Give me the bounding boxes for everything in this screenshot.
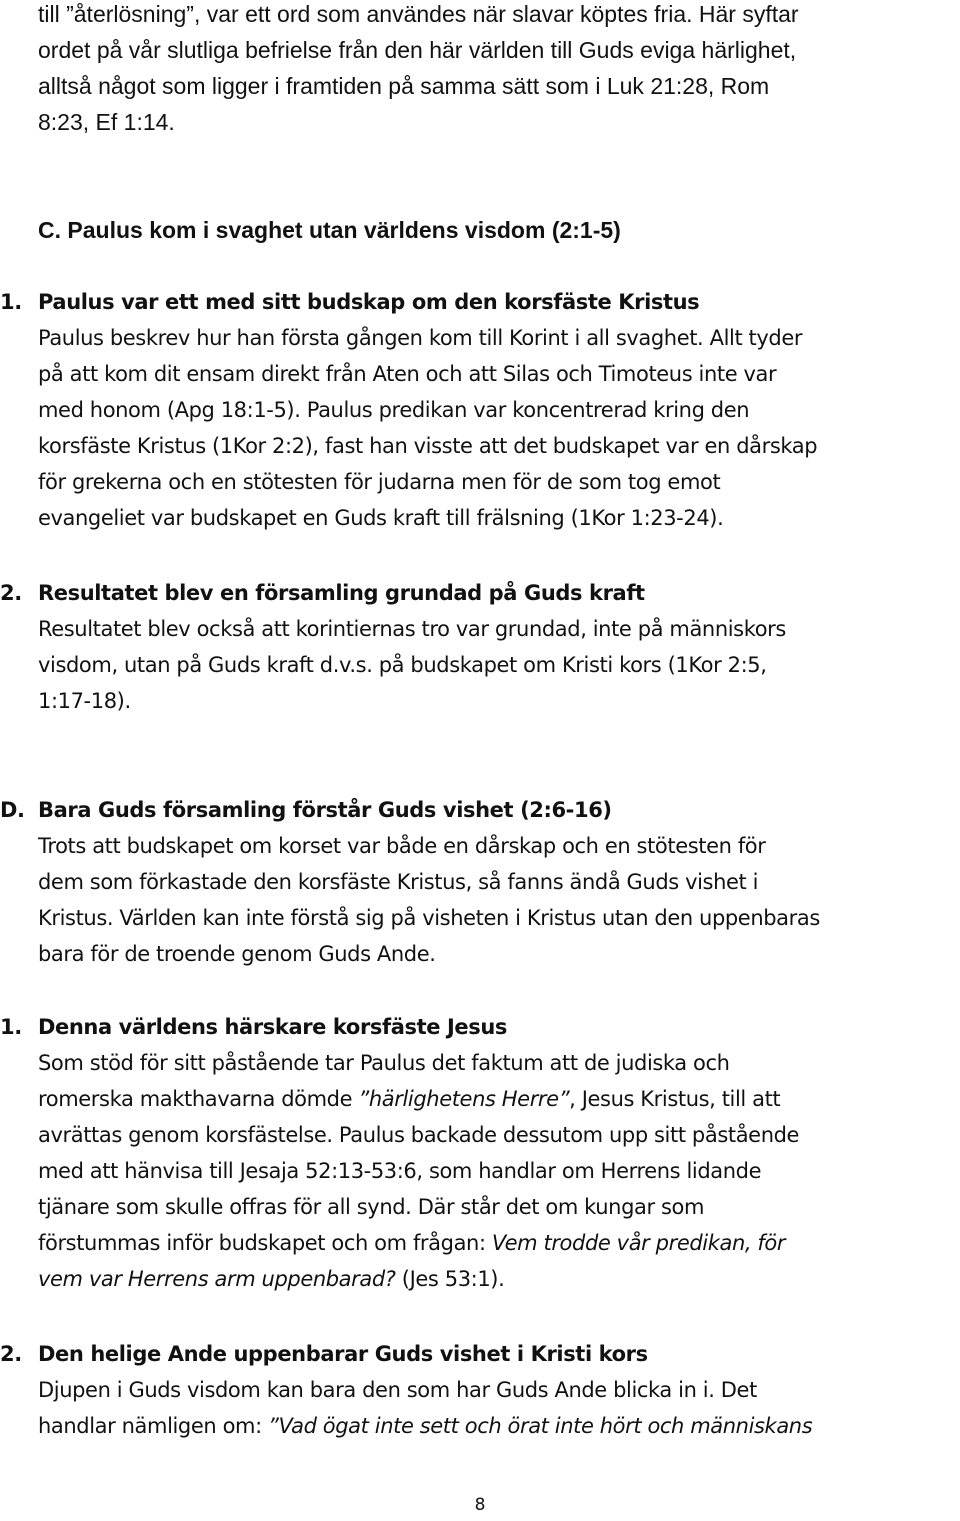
paragraph-line: Kristus. Världen kan inte förstå sig på visheten i Kristus utan den uppenbaras [38, 906, 820, 930]
point-title-text: Paulus var ett med sitt budskap om den korsfäste Kristus [38, 290, 700, 314]
italic-quote: vem var Herrens arm uppenbarad? [38, 1267, 396, 1291]
paragraph-line: på att kom dit ensam direkt från Aten och att Silas och Timoteus inte var [38, 362, 777, 386]
section-c-heading [38, 212, 958, 248]
point-title: 1. Denna världens härskare korsfäste Jesus [0, 1015, 508, 1039]
paragraph-line: med honom (Apg 18:1-5). Paulus predikan var koncentrerad kring den [38, 398, 750, 422]
paragraph-line: visdom, utan på Guds kraft d.v.s. på budskapet om Kristi kors (1Kor 2:5, [38, 653, 767, 677]
paragraph-line: korsfäste Kristus (1Kor 2:2), fast han visste att det budskapet var en dårskap [38, 434, 818, 458]
paragraph-line: avrättas genom korsfästelse. Paulus backade dessutom upp sitt påstående [38, 1123, 800, 1147]
text-run: , Jesus Kristus, till att [569, 1087, 781, 1111]
paragraph-line [38, 1261, 958, 1297]
point-title-text: Resultatet blev en församling grundad på Guds kraft [38, 581, 645, 605]
section-heading-text: Bara Guds församling förstår Guds vishet (2:6-16) [38, 798, 612, 822]
paragraph-line: evangeliet var budskapet en Guds kraft till frälsning (1Kor 1:23-24). [38, 506, 724, 530]
section-heading-text: C. Paulus kom i svaghet utan världens visdom (2:1-5) [38, 217, 621, 243]
text-run: romerska makthavarna dömde [38, 1087, 359, 1111]
section-heading: D. Bara Guds församling förstår Guds vishet (2:6-16) [0, 798, 612, 822]
paragraph-line: Resultatet blev också att korintiernas tro var grundad, inte på människors [38, 617, 786, 641]
intro-paragraph [38, 0, 958, 140]
point-title: 2. Resultatet blev en församling grundad på Guds kraft [0, 581, 645, 605]
paragraph-line: dem som förkastade den korsfäste Kristus, så fanns ändå Guds vishet i [38, 870, 759, 894]
paragraph-line: bara för de troende genom Guds Ande. [38, 942, 436, 966]
text-run: handlar nämligen om: [38, 1414, 269, 1438]
point-c2 [0, 575, 958, 719]
italic-quote: ”härlighetens Herre” [358, 1087, 570, 1111]
intro-line: alltså något som ligger i framtiden på samma sätt som i Luk 21:28, Rom [38, 73, 770, 99]
intro-line: till ”återlösning”, var ett ord som användes när slavar köptes fria. Här syftar [38, 1, 799, 27]
point-d1 [0, 1009, 958, 1297]
paragraph-line: för grekerna och en stötesten för judarna men för de som tog emot [38, 470, 721, 494]
paragraph-line [38, 1225, 958, 1261]
italic-quote: Vem trodde vår predikan, för [491, 1231, 786, 1255]
point-title: 2. Den helige Ande uppenbarar Guds vishet i Kristi kors [0, 1342, 648, 1366]
paragraph-line [38, 1081, 958, 1117]
paragraph-line: Trots att budskapet om korset var både en dårskap och en stötesten för [38, 834, 766, 858]
point-c1 [0, 284, 958, 536]
paragraph-line: med att hänvisa till Jesaja 52:13-53:6, som handlar om Herrens lidande [38, 1159, 762, 1183]
paragraph-line: Djupen i Guds visdom kan bara den som har Guds Ande blicka in i. Det [38, 1378, 757, 1402]
paragraph-line: 1:17-18). [38, 689, 131, 713]
intro-line: ordet på vår slutliga befrielse från den här världen till Guds eviga härlighet, [38, 37, 797, 63]
intro-line: 8:23, Ef 1:14. [38, 109, 175, 135]
point-title-text: Denna världens härskare korsfäste Jesus [38, 1015, 508, 1039]
point-d2 [0, 1336, 958, 1444]
point-title: 1. Paulus var ett med sitt budskap om den korsfäste Kristus [0, 290, 700, 314]
page-number: 8 [474, 1495, 486, 1515]
paragraph-line: Paulus beskrev hur han första gången kom till Korint i all svaghet. Allt tyder [38, 326, 803, 350]
paragraph-line: tjänare som skulle offras för all synd. Där står det om kungar som [38, 1195, 705, 1219]
paragraph-line [38, 1408, 958, 1444]
text-run: (Jes 53:1). [395, 1267, 505, 1291]
point-title-text: Den helige Ande uppenbarar Guds vishet i Kristi kors [38, 1342, 648, 1366]
text-run: förstummas inför budskapet och om frågan: [38, 1231, 492, 1255]
italic-quote: ”Vad ögat inte sett och örat inte hört och människans [268, 1414, 813, 1438]
paragraph-line: Som stöd för sitt påstående tar Paulus det faktum att de judiska och [38, 1051, 730, 1075]
section-d [0, 792, 958, 972]
